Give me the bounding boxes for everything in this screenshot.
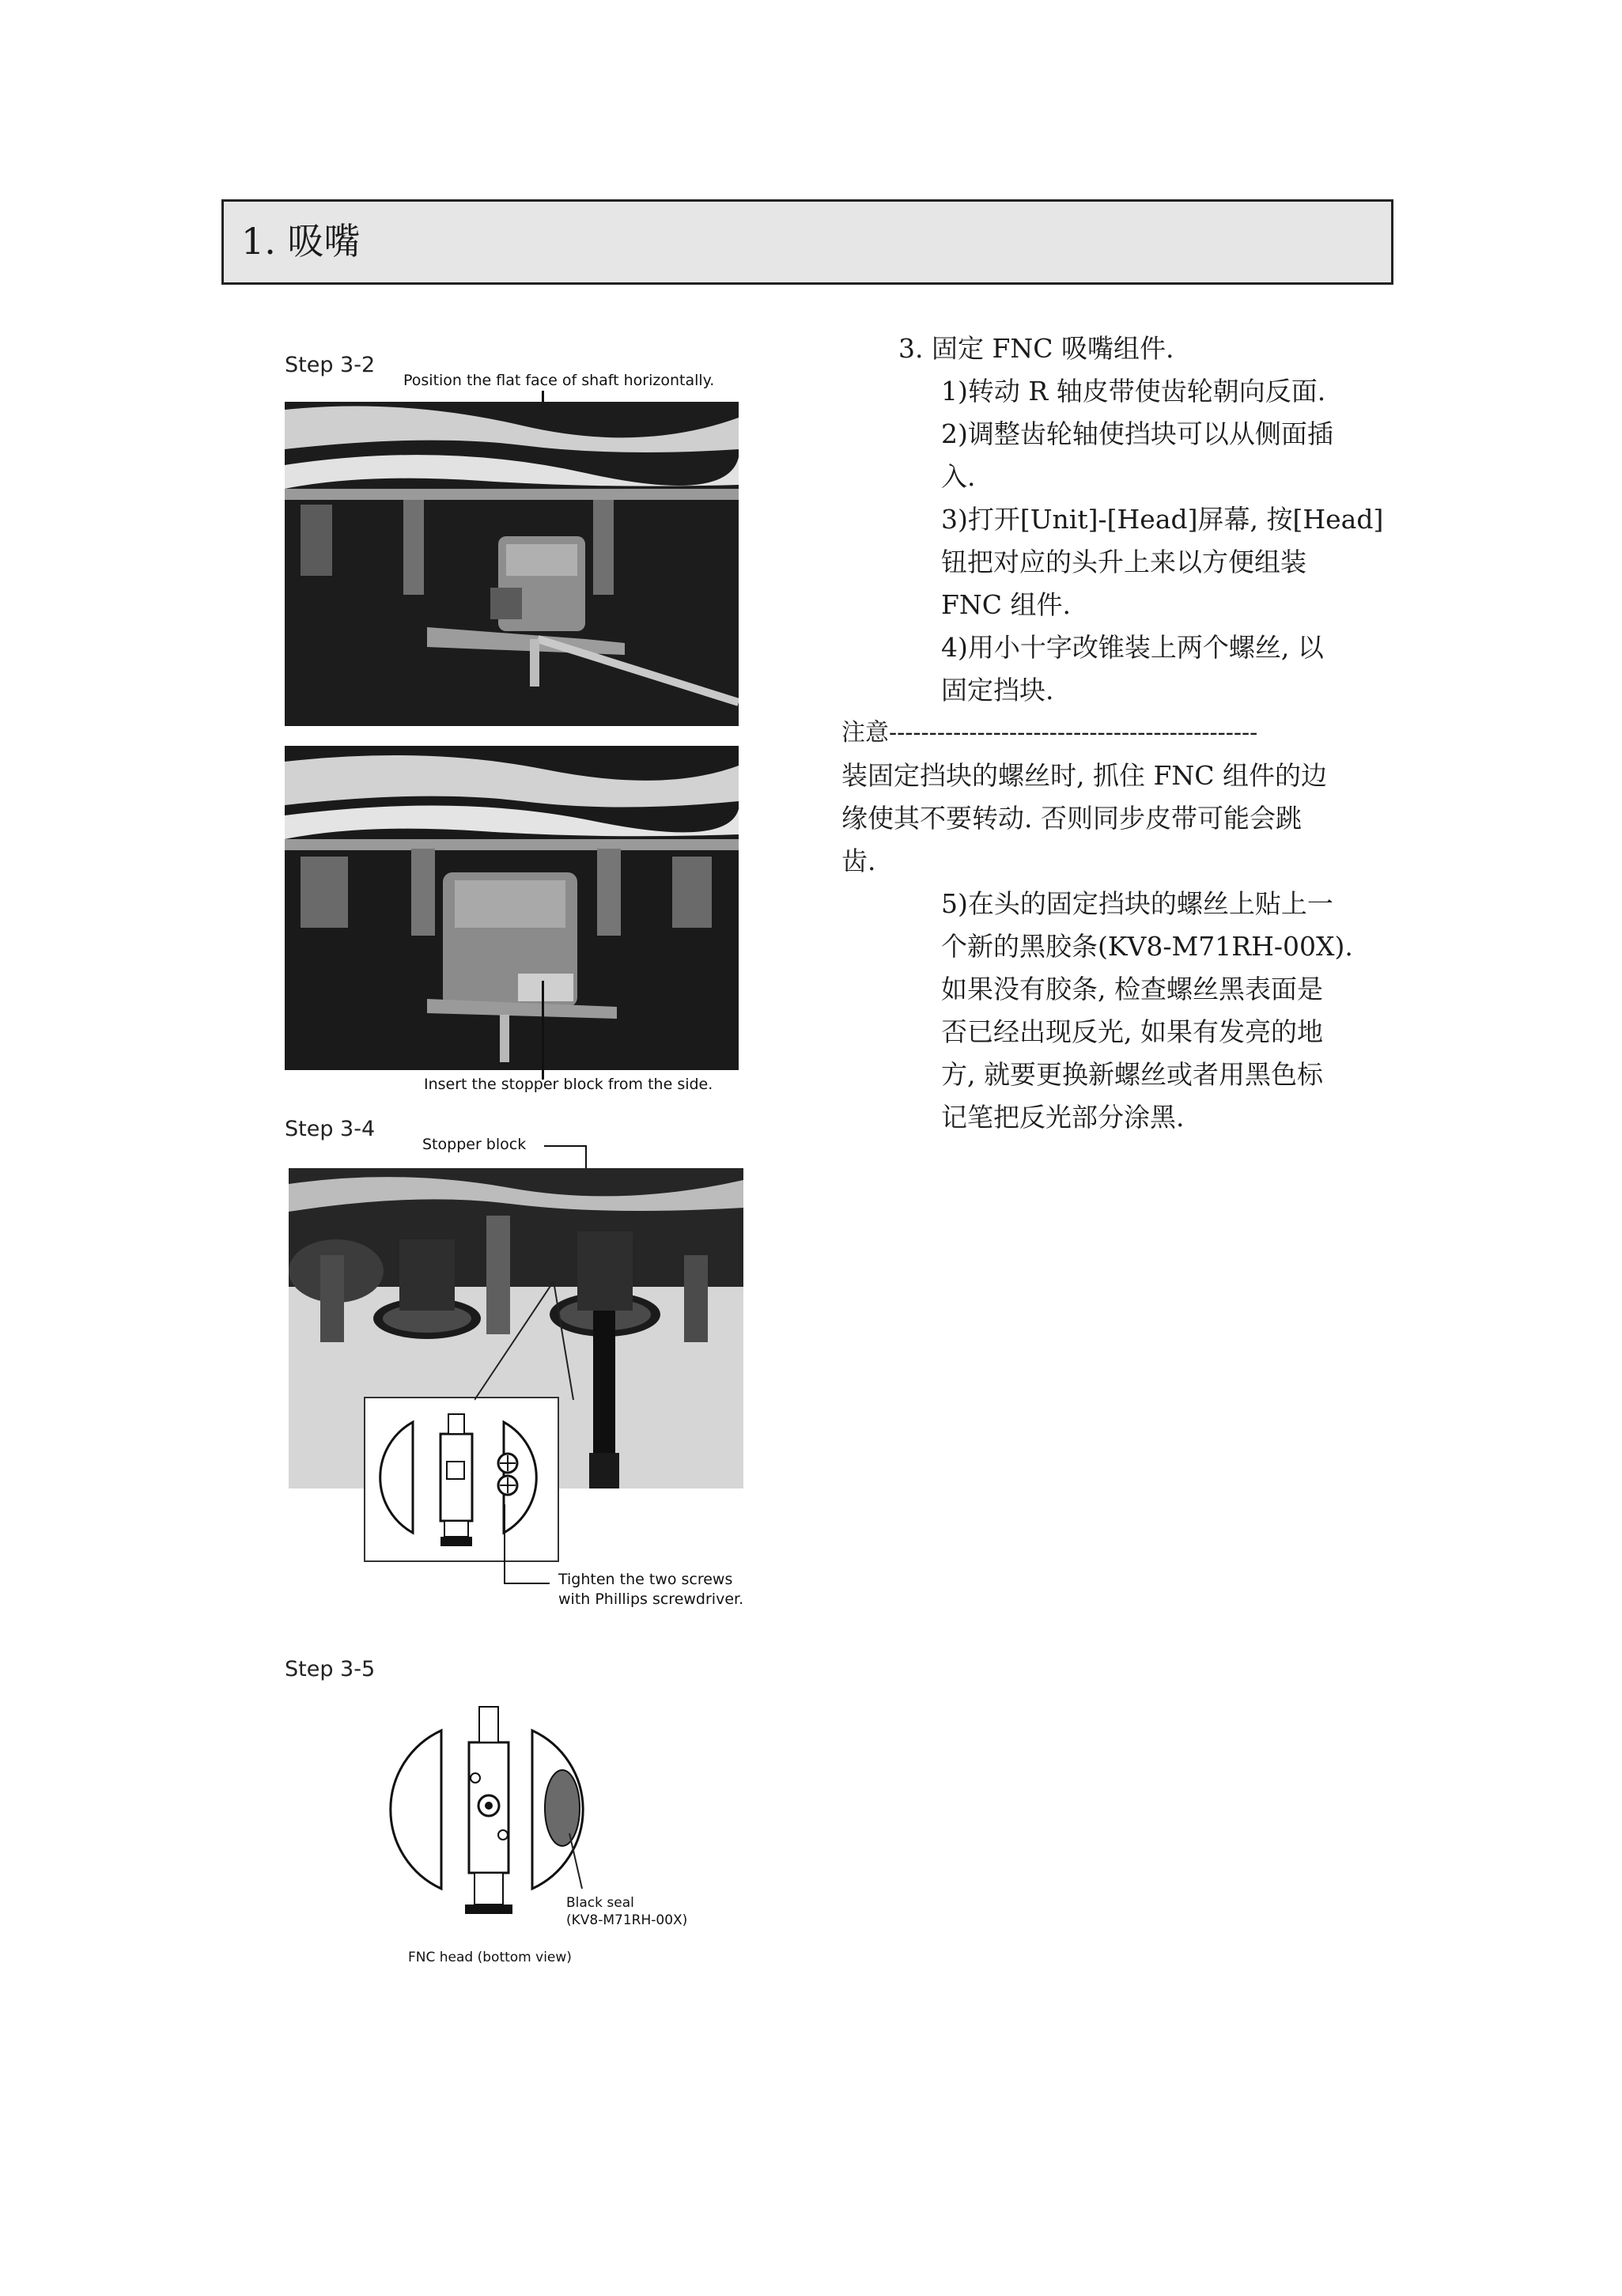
step5-line: 5)在头的固定挡块的螺丝上贴上一 — [941, 888, 1333, 919]
instruction-line: 入. — [941, 461, 976, 492]
instruction-line: 4)用小十字改锥装上两个螺丝, 以 — [941, 632, 1324, 663]
step-3-2-photo-2 — [285, 746, 739, 1070]
stopper-block-callout: Stopper block — [422, 1136, 527, 1153]
screws-callout-line1: Tighten the two screws — [558, 1571, 733, 1588]
inset-pointer-lines — [475, 1281, 577, 1408]
note-line: 装固定挡块的螺丝时, 抓住 FNC 组件的边 — [841, 760, 1327, 791]
step5-line: 记笔把反光部分涂黑. — [941, 1102, 1185, 1133]
step-3-2-label: Step 3-2 — [285, 353, 376, 377]
callout-leader-line — [544, 1145, 585, 1147]
fnc-head-caption: FNC head (bottom view) — [408, 1950, 572, 1965]
note-line: 缘使其不要转动. 否则同步皮带可能会跳 — [841, 803, 1302, 834]
instruction-line: 3)打开[Unit]-[Head]屏幕, 按[Head] — [941, 504, 1384, 535]
screw-detail-inset — [364, 1397, 559, 1562]
step5-line: 如果没有胶条, 检查螺丝黑表面是 — [941, 974, 1323, 1004]
caption-leader-line — [542, 981, 544, 1080]
instruction-line: 固定挡块. — [941, 675, 1054, 705]
section-header — [221, 199, 1393, 285]
screws-callout-line2: with Phillips screwdriver. — [558, 1591, 744, 1608]
step-3-2-bottom-caption: Insert the stopper block from the side. — [424, 1076, 713, 1093]
step5-line: 方, 就要更换新螺丝或者用黑色标 — [941, 1059, 1323, 1090]
instruction-heading: 3. 固定 FNC 吸嘴组件. — [898, 333, 1174, 364]
instruction-line: 2)调整齿轮轴使挡块可以从侧面插 — [941, 418, 1333, 449]
step5-line: 个新的黑胶条(KV8-M71RH-00X). — [941, 931, 1353, 962]
callout-leader-line — [504, 1583, 550, 1584]
step-3-4-label: Step 3-4 — [285, 1117, 376, 1141]
note-label: 注意---------------------------------------------- — [841, 719, 1258, 747]
fnc-head-bottom-view-diagram — [386, 1699, 592, 1928]
black-seal-callout-line2: (KV8-M71RH-00X) — [566, 1912, 688, 1928]
instruction-line: 1)转动 R 轴皮带使齿轮朝向反面. — [941, 376, 1326, 407]
instruction-line: 钮把对应的头升上来以方便组装 — [941, 547, 1306, 577]
step-3-2-photo-1 — [285, 402, 739, 726]
section-title: 1. 吸嘴 — [241, 220, 361, 263]
note-line: 齿. — [841, 845, 876, 876]
black-seal-callout-line1: Black seal — [566, 1895, 634, 1911]
callout-leader-line — [504, 1504, 505, 1583]
step5-line: 否已经出现反光, 如果有发亮的地 — [941, 1016, 1323, 1047]
step-3-5-label: Step 3-5 — [285, 1657, 376, 1681]
instruction-line: FNC 组件. — [941, 589, 1072, 620]
step-3-2-top-caption: Position the flat face of shaft horizontally. — [403, 372, 715, 389]
